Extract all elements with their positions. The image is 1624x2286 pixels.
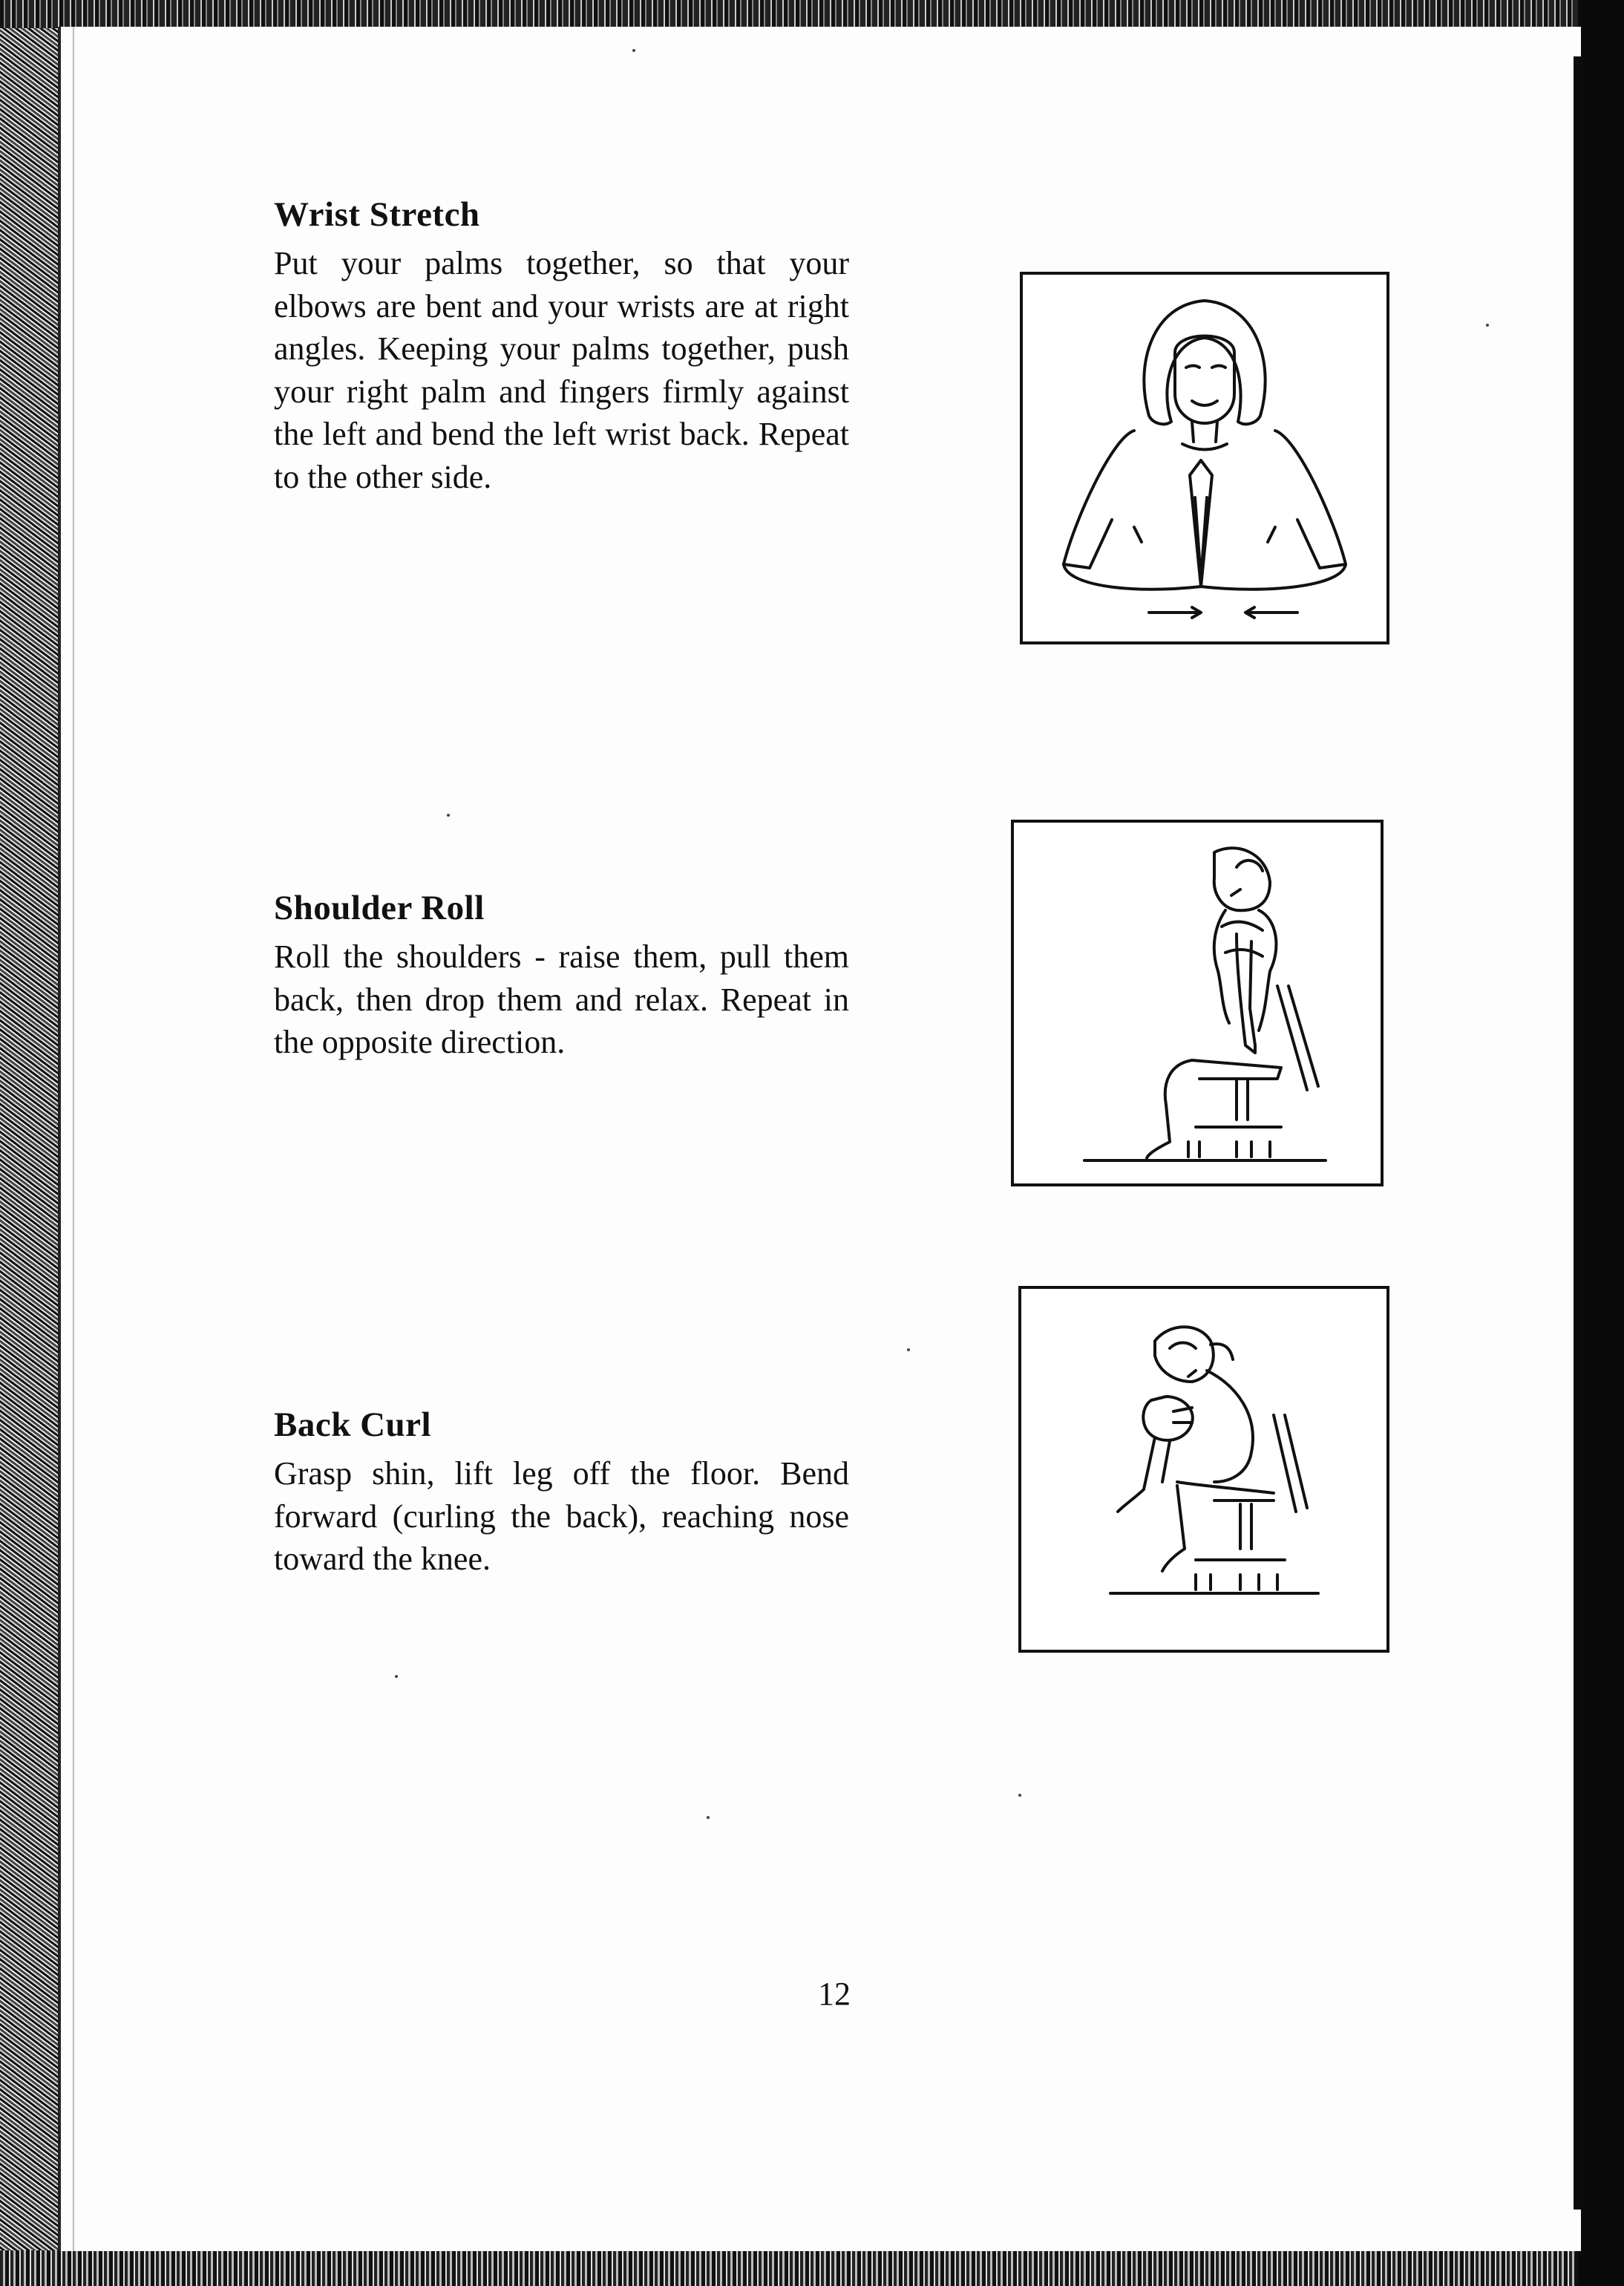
section-title-shoulder-roll: Shoulder Roll xyxy=(274,889,485,927)
scanner-edge-left xyxy=(0,0,58,2286)
section-title-wrist-stretch: Wrist Stretch xyxy=(274,195,480,234)
page-number: 12 xyxy=(818,1976,851,2012)
section-title-back-curl: Back Curl xyxy=(274,1405,432,1444)
palms-together-illustration xyxy=(1020,272,1389,644)
scan-speck xyxy=(707,1816,710,1819)
scan-speck xyxy=(907,1348,910,1351)
section-body-shoulder-roll: Roll the shoulders - raise them, pull them back, then drop them and relax. Repeat in the opposite direction. xyxy=(274,938,849,1060)
document-page xyxy=(58,27,1581,2251)
section-body-back-curl: Grasp shin, lift leg off the floor. Bend forward (curling the back), reaching nose toward the knee. xyxy=(274,1455,849,1577)
scanner-edge-top xyxy=(0,0,1624,28)
scanner-edge-bottom xyxy=(0,2250,1624,2286)
page-edge-rule xyxy=(1574,56,1582,2210)
seated-back-curl-illustration xyxy=(1018,1286,1389,1653)
scan-speck xyxy=(1018,1794,1021,1797)
binding-rule xyxy=(73,27,74,2251)
scan-speck xyxy=(632,49,635,52)
scanner-edge-right xyxy=(1578,0,1624,2286)
section-body-wrist-stretch: Put your palms together, so that your elbows are bent and your wrists are at right angles. Keeping your palms together, push your right palm and fingers firmly against the left and bend the left wrist back. Repeat to the other side. xyxy=(274,245,849,495)
scan-speck xyxy=(1486,324,1489,327)
scan-speck xyxy=(447,814,450,817)
seated-shoulder-roll-illustration xyxy=(1011,820,1384,1186)
scan-speck xyxy=(395,1675,398,1678)
